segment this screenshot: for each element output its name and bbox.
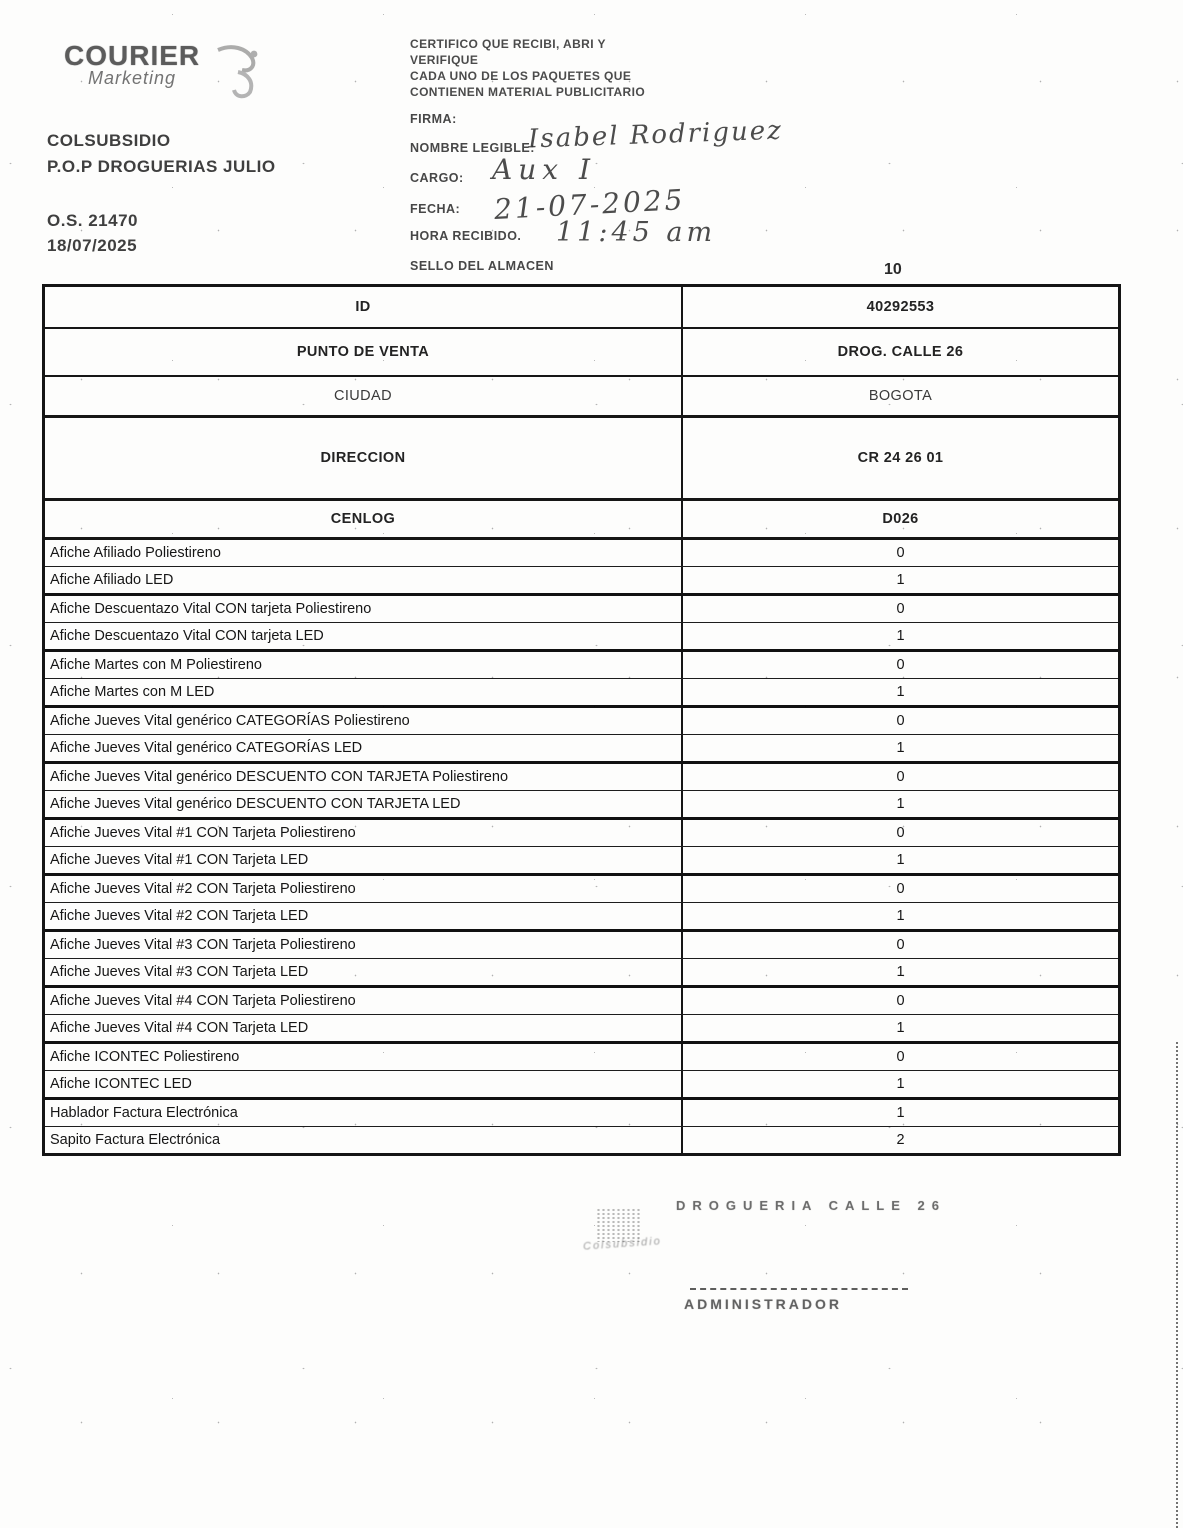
handwritten-hora: 11:45 am [556, 217, 717, 248]
item-row [45, 679, 1118, 708]
item-name: Afiche Jueves Vital #2 CON Tarjeta Poliestireno [50, 881, 356, 897]
item-qty: 0 [681, 1044, 1118, 1070]
page-number: 10 [884, 261, 902, 278]
form-label-cargo: CARGO: [410, 171, 464, 185]
signature-line [690, 1288, 908, 1290]
item-qty: 0 [681, 652, 1118, 678]
item-row [45, 567, 1118, 596]
item-qty: 1 [681, 1071, 1118, 1097]
item-row [45, 1015, 1118, 1044]
item-name: Afiche Martes con M Poliestireno [50, 657, 262, 673]
item-name: Afiche Jueves Vital #4 CON Tarjeta LED [50, 1020, 309, 1036]
form-label-hora-recibido: HORA RECIBIDO. [410, 229, 522, 243]
form-label-fecha: FECHA: [410, 202, 461, 216]
info-label: ID [355, 299, 371, 315]
item-qty: 0 [681, 820, 1118, 846]
info-value: 40292553 [681, 287, 1118, 327]
item-name: Afiche Jueves Vital #4 CON Tarjeta Poliestireno [50, 993, 356, 1009]
item-name: Afiche Martes con M LED [50, 684, 215, 700]
item-name: Sapito Factura Electrónica [50, 1132, 221, 1148]
administrator-label: ADMINISTRADOR [684, 1296, 842, 1312]
info-label: CIUDAD [334, 388, 392, 404]
item-row [45, 708, 1118, 735]
item-name: Hablador Factura Electrónica [50, 1105, 238, 1121]
item-name: Afiche Jueves Vital genérico DESCUENTO CON TARJETA Poliestireno [50, 769, 509, 785]
info-row-direccion [45, 418, 1118, 501]
colsubsidio-stamp-text: Colsubsidio [582, 1235, 663, 1253]
item-name: Afiche Jueves Vital genérico CATEGORÍAS Poliestireno [50, 713, 410, 729]
certification-text [410, 36, 720, 100]
item-row [45, 1071, 1118, 1100]
item-row [45, 735, 1118, 764]
logo-subtext: Marketing [88, 68, 177, 88]
info-value: DROG. CALLE 26 [681, 329, 1118, 375]
item-row [45, 652, 1118, 679]
item-qty: 1 [681, 567, 1118, 593]
info-label: PUNTO DE VENTA [296, 344, 430, 360]
item-row [45, 764, 1118, 791]
item-row [45, 1044, 1118, 1071]
item-qty: 2 [681, 1127, 1118, 1153]
form-label-sello-almacen: SELLO DEL ALMACEN [410, 259, 554, 273]
item-row [45, 820, 1118, 847]
form-label-nombre-legible: NOMBRE LEGIBLE: [410, 141, 535, 155]
item-qty: 1 [681, 847, 1118, 873]
item-row [45, 988, 1118, 1015]
item-qty: 1 [681, 959, 1118, 985]
item-qty: 1 [681, 735, 1118, 761]
info-label: DIRECCION [320, 450, 406, 466]
item-qty: 1 [681, 791, 1118, 817]
item-row [45, 540, 1118, 567]
item-name: Afiche ICONTEC LED [50, 1076, 192, 1092]
info-label: CENLOG [330, 511, 396, 527]
item-qty: 1 [681, 623, 1118, 649]
item-qty: 1 [681, 679, 1118, 705]
certification-line: VERIFIQUE [410, 53, 479, 67]
logo-wordmark: COURIER [64, 40, 201, 71]
item-qty: 0 [681, 708, 1118, 734]
item-name: Afiche Jueves Vital #2 CON Tarjeta LED [50, 908, 309, 924]
item-name: Afiche Afiliado Poliestireno [50, 545, 221, 561]
item-qty: 0 [681, 932, 1118, 958]
item-name: Afiche Jueves Vital genérico CATEGORÍAS LED [50, 740, 363, 756]
item-row [45, 791, 1118, 820]
certification-line: CERTIFICO QUE RECIBI, ABRI Y [410, 37, 606, 51]
info-row-cenlog [45, 501, 1118, 540]
item-qty: 0 [681, 876, 1118, 902]
info-value: D026 [681, 501, 1118, 537]
item-row [45, 932, 1118, 959]
courier-marketing-logo [64, 40, 200, 89]
order-number: O.S. 21470 [47, 211, 139, 230]
item-qty: 1 [681, 1100, 1118, 1126]
store-stamp-text: DROGUERIA CALLE 26 [676, 1198, 946, 1213]
item-name: Afiche Afiliado LED [50, 572, 174, 588]
scan-artifact-line [1176, 1042, 1178, 1528]
certification-line: CONTIENEN MATERIAL PUBLICITARIO [410, 85, 646, 99]
item-row [45, 903, 1118, 932]
item-qty: 0 [681, 764, 1118, 790]
item-row [45, 596, 1118, 623]
info-row-punto-de-venta [45, 329, 1118, 377]
handwritten-cargo: Aux I [492, 153, 597, 186]
item-name: Afiche Jueves Vital #1 CON Tarjeta Poliestireno [50, 825, 356, 841]
form-label-firma: FIRMA: [410, 112, 457, 126]
item-qty: 1 [681, 903, 1118, 929]
item-row [45, 623, 1118, 652]
item-qty: 0 [681, 540, 1118, 566]
item-row [45, 847, 1118, 876]
item-name: Afiche Jueves Vital #1 CON Tarjeta LED [50, 852, 309, 868]
info-value: BOGOTA [681, 377, 1118, 415]
item-qty: 0 [681, 596, 1118, 622]
item-name: Afiche ICONTEC Poliestireno [50, 1049, 240, 1065]
handwritten-nombre: Isabel Rodriguez [527, 115, 784, 155]
client-name: COLSUBSIDIO [47, 131, 171, 150]
campaign-name: P.O.P DROGUERIAS JULIO [47, 157, 276, 176]
order-date: 18/07/2025 [47, 236, 138, 255]
item-name: Afiche Jueves Vital #3 CON Tarjeta Poliestireno [50, 937, 356, 953]
item-name: Afiche Jueves Vital genérico DESCUENTO CON TARJETA LED [50, 796, 461, 812]
item-name: Afiche Descuentazo Vital CON tarjeta LED [50, 628, 324, 644]
item-qty: 1 [681, 1015, 1118, 1041]
item-name: Afiche Descuentazo Vital CON tarjeta Poliestireno [50, 601, 372, 617]
receipt-table [42, 284, 1121, 1156]
courier-bird-icon [212, 42, 264, 105]
info-row-id [45, 287, 1118, 329]
info-row-ciudad [45, 377, 1118, 418]
item-row [45, 1100, 1118, 1127]
info-value: CR 24 26 01 [681, 418, 1118, 498]
handwritten-fecha: 21-07-2025 [493, 183, 687, 226]
item-name: Afiche Jueves Vital #3 CON Tarjeta LED [50, 964, 309, 980]
item-row [45, 1127, 1118, 1153]
item-qty: 0 [681, 988, 1118, 1014]
item-row [45, 876, 1118, 903]
item-row [45, 959, 1118, 988]
certification-line: CADA UNO DE LOS PAQUETES QUE [410, 69, 632, 83]
